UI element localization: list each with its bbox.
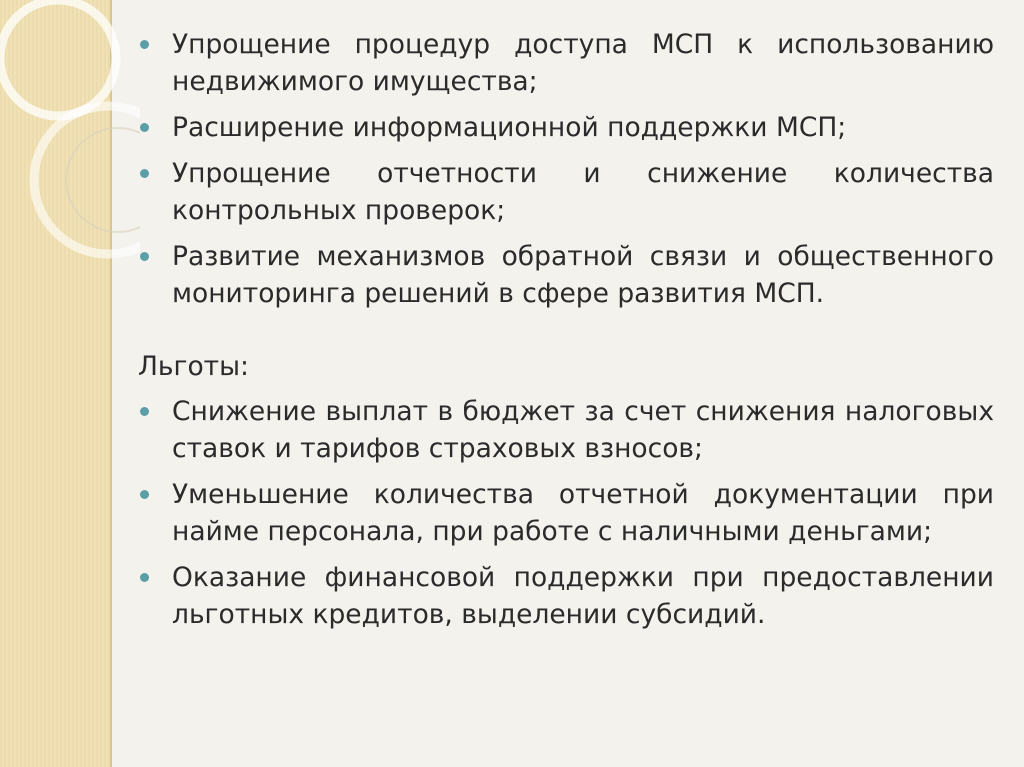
list-item-text: Развитие механизмов обратной связи и общественного мониторинга решений в сфере развития МСП. — [172, 241, 994, 309]
bullet-icon — [140, 252, 149, 261]
list-item — [138, 109, 994, 146]
bullet-icon — [140, 40, 149, 49]
decorative-circles-icon — [0, 0, 140, 320]
list-item — [138, 26, 994, 100]
slide-content — [138, 26, 994, 642]
bullet-icon — [140, 123, 149, 132]
bullet-icon — [140, 407, 149, 416]
list-item-text: Оказание финансовой поддержки при предоставлении льготных кредитов, выделении субсидий. — [172, 562, 994, 630]
bullet-icon — [140, 490, 149, 499]
bullet-icon — [140, 169, 149, 178]
list-item — [138, 238, 994, 312]
list-item — [138, 559, 994, 633]
bullet-icon — [140, 573, 149, 582]
list-item-text: Расширение информационной поддержки МСП; — [172, 112, 847, 143]
list-item-text: Упрощение отчетности и снижение количества контрольных проверок; — [172, 158, 994, 226]
list-item-text: Упрощение процедур доступа МСП к использованию недвижимого имущества; — [172, 29, 994, 97]
benefits-list — [138, 393, 994, 633]
list-item — [138, 393, 994, 467]
list-item-text: Уменьшение количества отчетной документации при найме персонала, при работе с наличными деньгами; — [172, 479, 994, 547]
measures-list — [138, 26, 994, 312]
list-item — [138, 155, 994, 229]
list-item — [138, 476, 994, 550]
benefits-heading: Льготы: — [138, 351, 249, 382]
list-item-text: Снижение выплат в бюджет за счет снижения налоговых ставок и тарифов страховых взносов; — [172, 396, 994, 464]
